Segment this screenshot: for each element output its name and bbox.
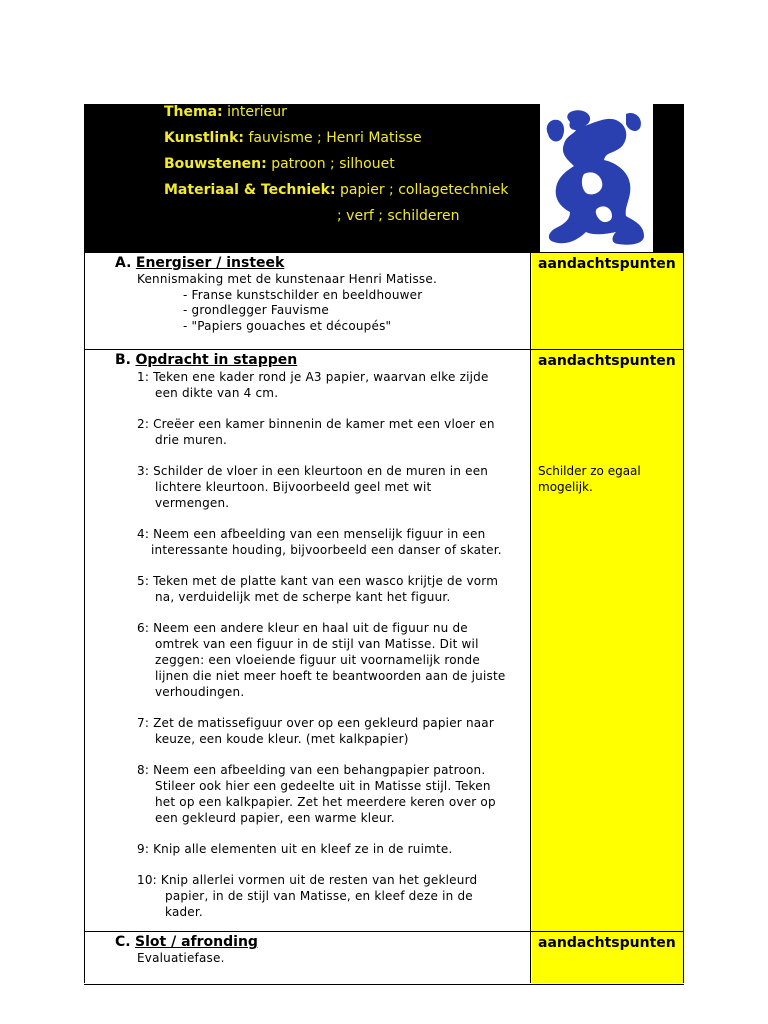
step-6-line: zeggen: een vloeiende figuur uit voornamelijk ronde — [155, 653, 480, 667]
step-6-line: lijnen die niet meer hoeft te beantwoorden aan de juiste — [155, 669, 506, 683]
step-4-line: interessante houding, bijvoorbeeld een danser of skater. — [151, 543, 502, 557]
step-5-line: na, verduidelijk met de scherpe kant het figuur. — [155, 590, 451, 604]
section-b-side — [532, 350, 683, 931]
step-7-line: keuze, een koude kleur. (met kalkpapier) — [155, 732, 409, 746]
section-c-side — [532, 932, 683, 983]
section-a — [84, 252, 684, 349]
step-2-line: 2: Creëer een kamer binnenin de kamer met een vloer en — [137, 417, 495, 431]
kunstlink-value: fauvisme ; Henri Matisse — [248, 130, 422, 146]
step-1-line: 1: Teken ene kader rond je A3 papier, waarvan elke zijde — [137, 370, 489, 384]
matisse-blue-nude-icon — [540, 104, 653, 252]
step-2-line: drie muren. — [155, 433, 228, 447]
step-8-line: het op een kalkpapier. Zet het meerdere keren over op — [155, 795, 496, 809]
kunstlink-label: Kunstlink: — [164, 130, 245, 146]
step-8-line: 8: Neem een afbeelding van een behangpapier patroon. — [137, 763, 486, 777]
step-6-line: verhoudingen. — [155, 685, 245, 699]
step-1-line: een dikte van 4 cm. — [155, 386, 279, 400]
section-b — [84, 349, 684, 931]
thema-line — [164, 104, 287, 120]
step-10-line: kader. — [165, 905, 203, 919]
step-8-line: Stileer ook hier een gedeelte uit in Matisse stijl. Teken — [155, 779, 491, 793]
section-a-side — [532, 253, 683, 349]
step-3-line: 3: Schilder de vloer in een kleurtoon en de muren in een — [137, 464, 489, 478]
section-b-content — [85, 350, 531, 931]
section-a-bullet: - "Papiers gouaches et découpés" — [183, 319, 392, 333]
aandachtspunten-label: aandachtspunten — [538, 256, 676, 272]
step-10-line: papier, in de stijl van Matisse, en kleef deze in de — [165, 889, 473, 903]
step-6-line: omtrek van een figuur in de stijl van Matisse. Dit wil — [155, 637, 479, 651]
section-a-content — [85, 253, 531, 349]
step-8-line: een gekleurd papier, een warme kleur. — [155, 811, 395, 825]
step-3-line: lichtere kleurtoon. Bijvoorbeeld geel met wit — [155, 480, 432, 494]
section-c-heading: Slot / afronding — [135, 934, 258, 950]
materiaal-line — [164, 182, 509, 198]
section-c — [84, 931, 684, 983]
section-c-letter: C. — [115, 934, 131, 950]
section-b-note: Schilder zo egaal mogelijk. — [538, 464, 641, 494]
aandachtspunten-label: aandachtspunten — [538, 935, 676, 951]
kunstlink-line — [164, 130, 422, 146]
bouwstenen-label: Bouwstenen: — [164, 156, 267, 172]
section-a-bullet: - grondlegger Fauvisme — [183, 303, 329, 317]
section-c-title — [115, 934, 258, 950]
lesson-plan-table — [84, 104, 684, 983]
step-6-line: 6: Neem een andere kleur en haal uit de figuur nu de — [137, 621, 468, 635]
materiaal-continuation: ; verf ; schilderen — [337, 208, 460, 224]
step-7-line: 7: Zet de matissefiguur over op een gekleurd papier naar — [137, 716, 494, 730]
materiaal-value: papier ; collagetechniek — [340, 182, 509, 198]
step-10-line: 10: Knip allerlei vormen uit de resten van het gekleurd — [137, 873, 478, 887]
section-a-bullet: - Franse kunstschilder en beeldhouwer — [183, 288, 423, 302]
section-a-letter: A. — [115, 255, 132, 271]
step-3-line: vermengen. — [155, 496, 230, 510]
section-b-title — [115, 352, 297, 368]
bouwstenen-value: patroon ; silhouet — [271, 156, 395, 172]
section-a-intro: Kennismaking met de kunstenaar Henri Matisse. — [137, 272, 437, 286]
table-bottom-border — [84, 984, 684, 985]
section-c-intro: Evaluatiefase. — [137, 951, 225, 965]
section-a-title — [115, 255, 284, 271]
section-b-letter: B. — [115, 352, 131, 368]
step-4-line: 4: Neem een afbeelding van een menselijk figuur in een — [137, 527, 486, 541]
step-5-line: 5: Teken met de platte kant van een wasco krijtje de vorm — [137, 574, 499, 588]
thema-value: interieur — [227, 104, 287, 120]
materiaal-label: Materiaal & Techniek: — [164, 182, 336, 198]
step-9-line: 9: Knip alle elementen uit en kleef ze in de ruimte. — [137, 842, 453, 856]
aandachtspunten-label: aandachtspunten — [538, 353, 676, 369]
section-b-heading: Opdracht in stappen — [135, 352, 298, 368]
section-c-content — [85, 932, 531, 983]
thema-label: Thema: — [164, 104, 223, 120]
header-block — [84, 104, 684, 252]
section-a-heading: Energiser / insteek — [135, 255, 285, 271]
bouwstenen-line — [164, 156, 395, 172]
